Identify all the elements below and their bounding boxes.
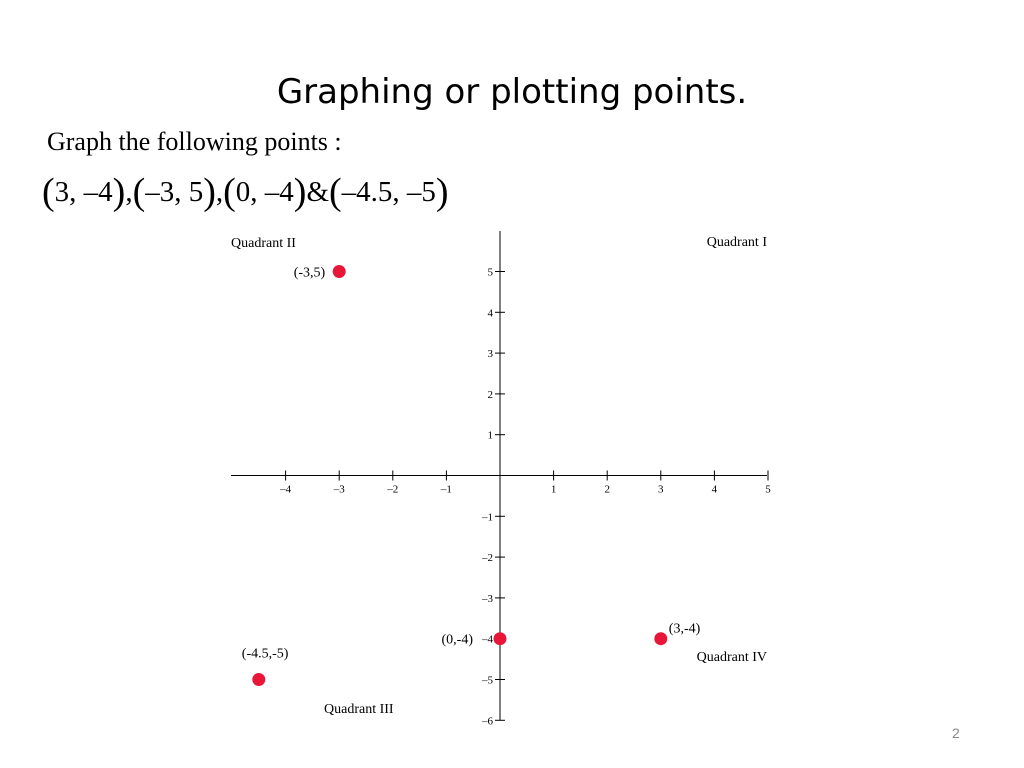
y-tick-label: –2 (482, 552, 493, 565)
x-tick-label: 2 (604, 483, 610, 496)
x-tick-label: –2 (387, 483, 399, 496)
point-3-text: 0, –4 (235, 176, 294, 208)
y-tick-label: –5 (482, 674, 493, 687)
paren-close: ) (203, 171, 216, 213)
y-tick-label: 5 (487, 266, 493, 279)
paren-open: ( (329, 171, 342, 213)
point-4-text: –4.5, –5 (341, 176, 436, 208)
paren-open: ( (223, 171, 236, 213)
y-tick-label: 2 (487, 388, 493, 401)
x-tick-label: –3 (333, 483, 345, 496)
paren-close: ) (293, 171, 307, 213)
paren-open: ( (132, 171, 146, 213)
data-point-label: (3,-4) (668, 621, 701, 637)
point-2-text: –3, 5 (145, 176, 204, 208)
data-point-label: (0,-4) (441, 632, 473, 648)
y-tick-label: 3 (487, 348, 493, 361)
separator: , (215, 176, 224, 208)
data-point (333, 265, 346, 278)
y-tick-label: –3 (482, 592, 493, 605)
separator: , (125, 176, 133, 208)
data-point (494, 632, 507, 645)
paren-close: ) (112, 171, 126, 213)
quadrant-label: Quadrant I (706, 235, 767, 250)
paren-open: ( (42, 171, 55, 213)
y-tick-label: 1 (487, 429, 493, 442)
data-point (654, 632, 667, 645)
data-point-label: (-3,5) (293, 265, 326, 281)
y-tick-label: –6 (482, 715, 493, 728)
x-tick-label: –1 (440, 483, 452, 496)
x-tick-label: 1 (550, 483, 557, 496)
data-point (252, 673, 265, 686)
x-tick-label: 5 (765, 483, 771, 496)
quadrant-label: Quadrant II (231, 236, 296, 251)
y-tick-label: 4 (487, 307, 493, 320)
data-point-label: (-4.5,-5) (241, 646, 289, 662)
instruction-text: Graph the following points : (47, 127, 342, 156)
slide-title: Graphing or plotting points. (276, 72, 748, 112)
x-tick-label: –4 (280, 483, 292, 496)
paren-close: ) (435, 171, 449, 213)
slide-number: 2 (952, 725, 960, 741)
quadrant-label: Quadrant III (324, 702, 394, 717)
quadrant-label: Quadrant IV (696, 650, 767, 665)
y-tick-label: –4 (482, 633, 493, 646)
x-tick-label: 3 (658, 483, 664, 496)
point-1-text: 3, –4 (54, 176, 113, 208)
ampersand: & (306, 176, 329, 208)
x-tick-label: 4 (711, 483, 718, 496)
y-tick-label: –1 (482, 511, 493, 524)
